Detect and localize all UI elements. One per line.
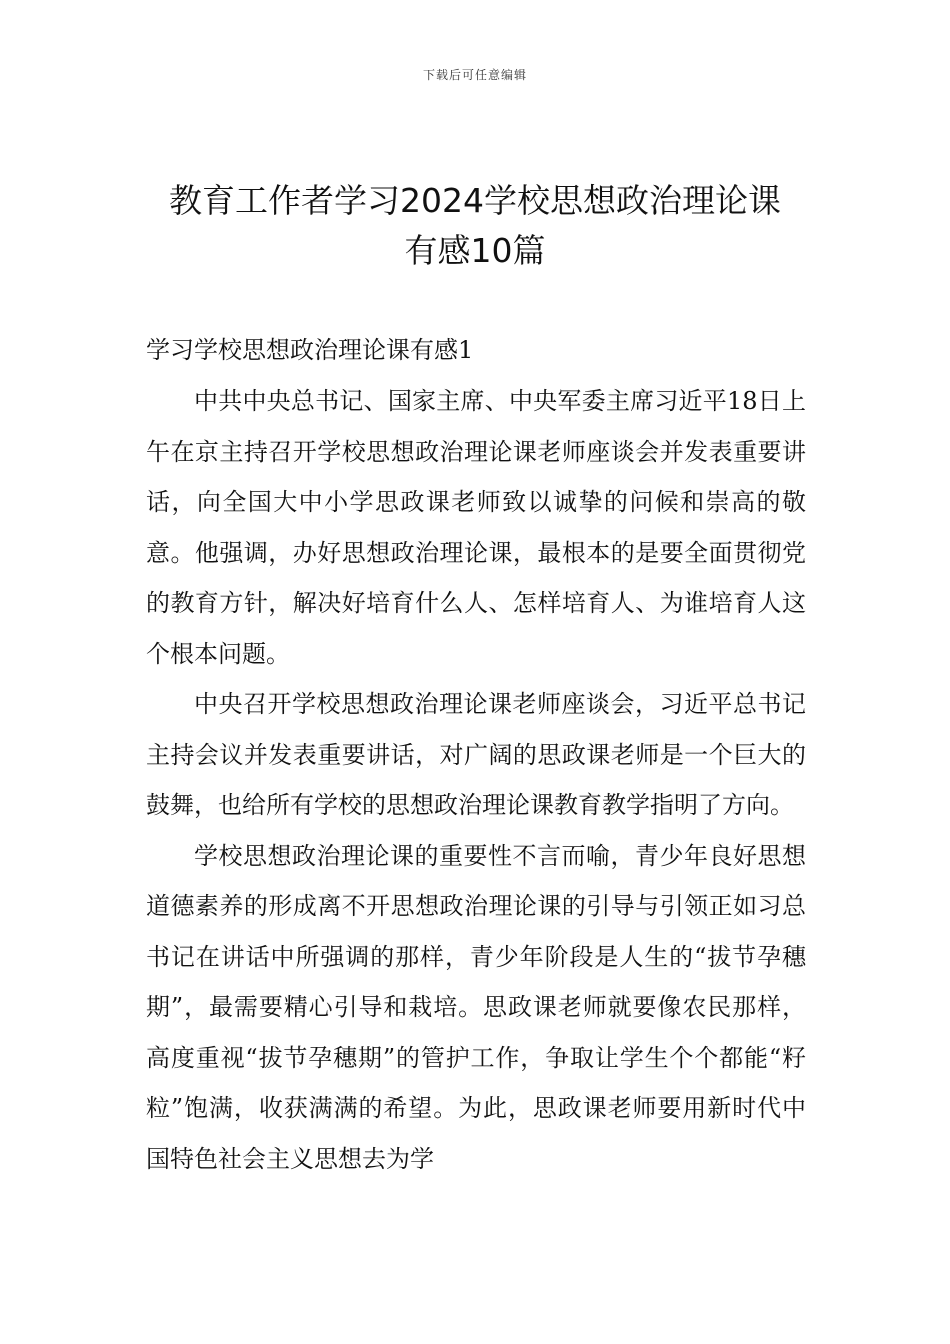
document-title [120,176,830,276]
title-line-2: 有感10篇 [404,231,546,270]
title-line-1: 教育工作者学习2024学校思想政治理论课 [169,181,781,220]
header-note: 下载后可任意编辑 [422,68,527,82]
paragraph-2: 中央召开学校思想政治理论课老师座谈会，习近平总书记主持会议并发表重要讲话，对广阔的思政课老师是一个巨大的鼓舞，也给所有学校的思想政治理论课教育教学指明了方向。 [146,690,806,819]
paragraph-3: 学校思想政治理论课的重要性不言而喻，青少年良好思想道德素养的形成离不开思想政治理论课的引导与引领正如习总书记在讲话中所强调的那样，青少年阶段是人生的“拔节孕穗期”，最需要精心引导和栽培。思政课老师就要像农民那样，高度重视“拔节孕穗期”的管护工作，争取让学生个个都能“籽粒”饱满，收获满满的希望。为此，思政课老师要用新时代中国特色社会主义思想去为学 [146,841,806,1173]
paragraph-1: 中共中央总书记、国家主席、中央军委主席习近平18日上午在京主持召开学校思想政治理论课老师座谈会并发表重要讲话，向全国大中小学思政课老师致以诚挚的问候和崇高的敬意。他强调，办好思想政治理论课，最根本的是要全面贯彻党的教育方针，解决好培育什么人、怎样培育人、为谁培育人这个根本问题。 [146,387,806,668]
section-heading: 学习学校思想政治理论课有感1 [146,336,474,364]
document-body [146,376,806,1184]
